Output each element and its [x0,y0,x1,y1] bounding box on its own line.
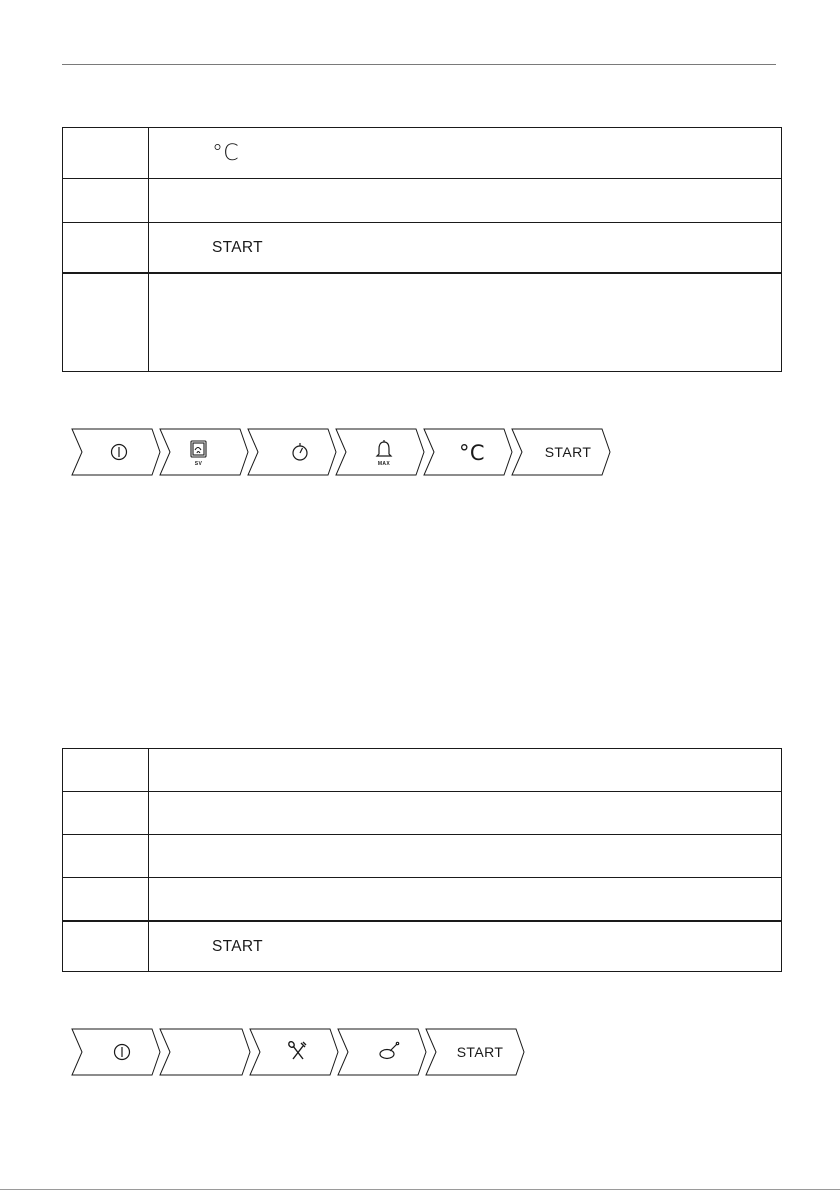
svg-text:MAX: MAX [377,461,391,467]
step-description-cell [149,835,782,878]
step-description-cell [149,749,782,792]
button-sequence-2 [70,1028,530,1076]
sequence-step [160,1029,250,1075]
button-sequence-1 [70,428,620,476]
table-row [63,835,782,878]
table-row [63,223,782,273]
sequence-step [338,1029,426,1075]
celsius-icon: °C [459,441,485,465]
sequence-step [424,429,512,475]
step-number-cell [63,273,149,372]
step-description-cell [149,128,782,179]
table-row [63,749,782,792]
step-description-cell [149,921,782,972]
start-symbol: START [212,938,263,956]
table-row [63,179,782,223]
table-row [63,273,782,372]
sequence-step [250,1029,338,1075]
celsius-symbol: °C [212,140,239,166]
sequence-step [512,429,610,475]
step-description-cell [149,792,782,835]
table-row [63,792,782,835]
step-number-cell [63,792,149,835]
table-row [63,921,782,972]
sequence-step [426,1029,524,1075]
start-symbol: START [212,239,263,257]
step-number-cell [63,749,149,792]
step-description-cell [149,179,782,223]
step-number-cell [63,223,149,273]
sequence-step [72,429,160,475]
svg-text:SV: SV [194,461,203,467]
step-number-cell [63,179,149,223]
step-number-cell [63,878,149,921]
sequence-step [248,429,336,475]
sequence-step [336,429,424,475]
top-rule [62,64,776,65]
step-number-cell [63,128,149,179]
table-row [63,878,782,921]
sequence-step [72,1029,160,1075]
step-number-cell [63,835,149,878]
steps-table-1 [62,127,782,372]
sequence-step [160,429,248,475]
table-row [63,128,782,179]
start-label: START [456,1044,504,1060]
start-label: START [544,444,592,460]
step-description-cell [149,878,782,921]
steps-table-2 [62,748,782,972]
bottom-rule [0,1189,840,1190]
step-description-cell [149,273,782,372]
step-description-cell [149,223,782,273]
step-number-cell [63,921,149,972]
